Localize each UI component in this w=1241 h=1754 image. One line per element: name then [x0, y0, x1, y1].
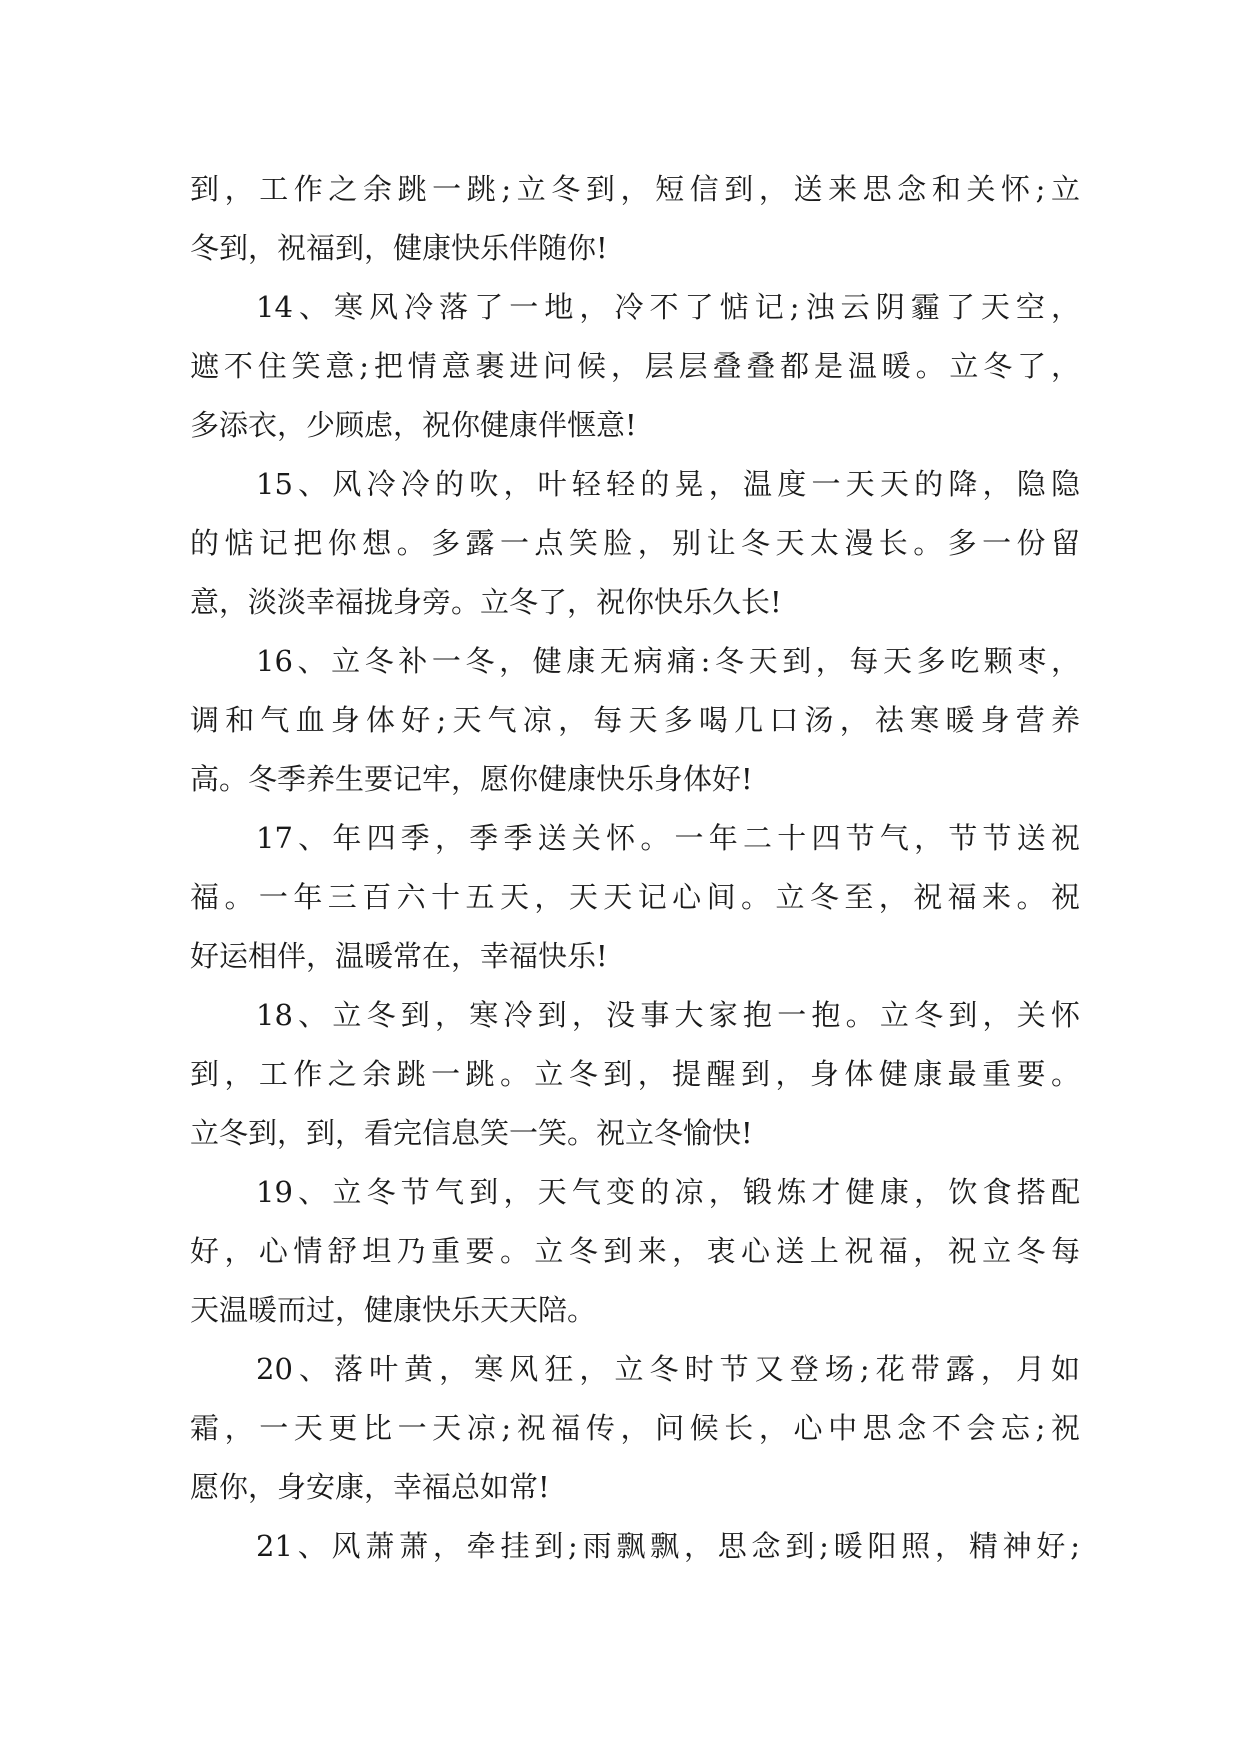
paragraph-first-line: 17、年四季，季季送关怀。一年二十四节气，节节送祝 [256, 821, 1080, 855]
text-line: 多添衣，少顾虑，祝你健康伴惬意! [190, 408, 637, 442]
paragraph-first-line: 20、落叶黄，寒风狂，立冬时节又登场;花带露，月如 [256, 1352, 1080, 1386]
paragraph-first-line: 21、风萧萧，牵挂到;雨飘飘，思念到;暖阳照，精神好; [256, 1529, 1080, 1563]
text-line: 到，工作之余跳一跳。立冬到，提醒到，身体健康最重要。 [190, 1057, 1080, 1091]
text-line: 天温暖而过，健康快乐天天陪。 [190, 1293, 597, 1327]
paragraph-first-line: 15、风冷冷的吹，叶轻轻的晃，温度一天天的降，隐隐 [256, 467, 1080, 501]
text-line: 愿你，身安康，幸福总如常! [190, 1470, 550, 1504]
text-line: 意，淡淡幸福拢身旁。立冬了，祝你快乐久长! [190, 585, 782, 619]
document-body [190, 160, 1080, 1576]
text-line: 冬到，祝福到，健康快乐伴随你! [190, 231, 608, 265]
text-line: 好运相伴，温暖常在，幸福快乐! [190, 939, 608, 973]
text-line: 调和气血身体好;天气凉，每天多喝几口汤，祛寒暖身营养 [190, 703, 1080, 737]
paragraph-first-line: 14、寒风冷落了一地，冷不了惦记;浊云阴霾了天空， [256, 290, 1080, 324]
text-line: 好，心情舒坦乃重要。立冬到来，衷心送上祝福，祝立冬每 [190, 1234, 1080, 1268]
text-line: 福。一年三百六十五天，天天记心间。立冬至，祝福来。祝 [190, 880, 1080, 914]
text-line: 到，工作之余跳一跳;立冬到，短信到，送来思念和关怀;立 [190, 172, 1080, 206]
text-line: 立冬到，到，看完信息笑一笑。祝立冬愉快! [190, 1116, 753, 1150]
paragraph-first-line: 16、立冬补一冬，健康无病痛:冬天到，每天多吃颗枣， [256, 644, 1080, 678]
paragraph-first-line: 19、立冬节气到，天气变的凉，锻炼才健康，饮食搭配 [256, 1175, 1080, 1209]
text-line: 霜，一天更比一天凉;祝福传，问候长，心中思念不会忘;祝 [190, 1411, 1080, 1445]
text-line: 遮不住笑意;把情意裹进问候，层层叠叠都是温暖。立冬了， [190, 349, 1080, 383]
text-line: 的惦记把你想。多露一点笑脸，别让冬天太漫长。多一份留 [190, 526, 1080, 560]
text-line: 高。冬季养生要记牢，愿你健康快乐身体好! [190, 762, 753, 796]
paragraph-first-line: 18、立冬到，寒冷到，没事大家抱一抱。立冬到，关怀 [256, 998, 1080, 1032]
